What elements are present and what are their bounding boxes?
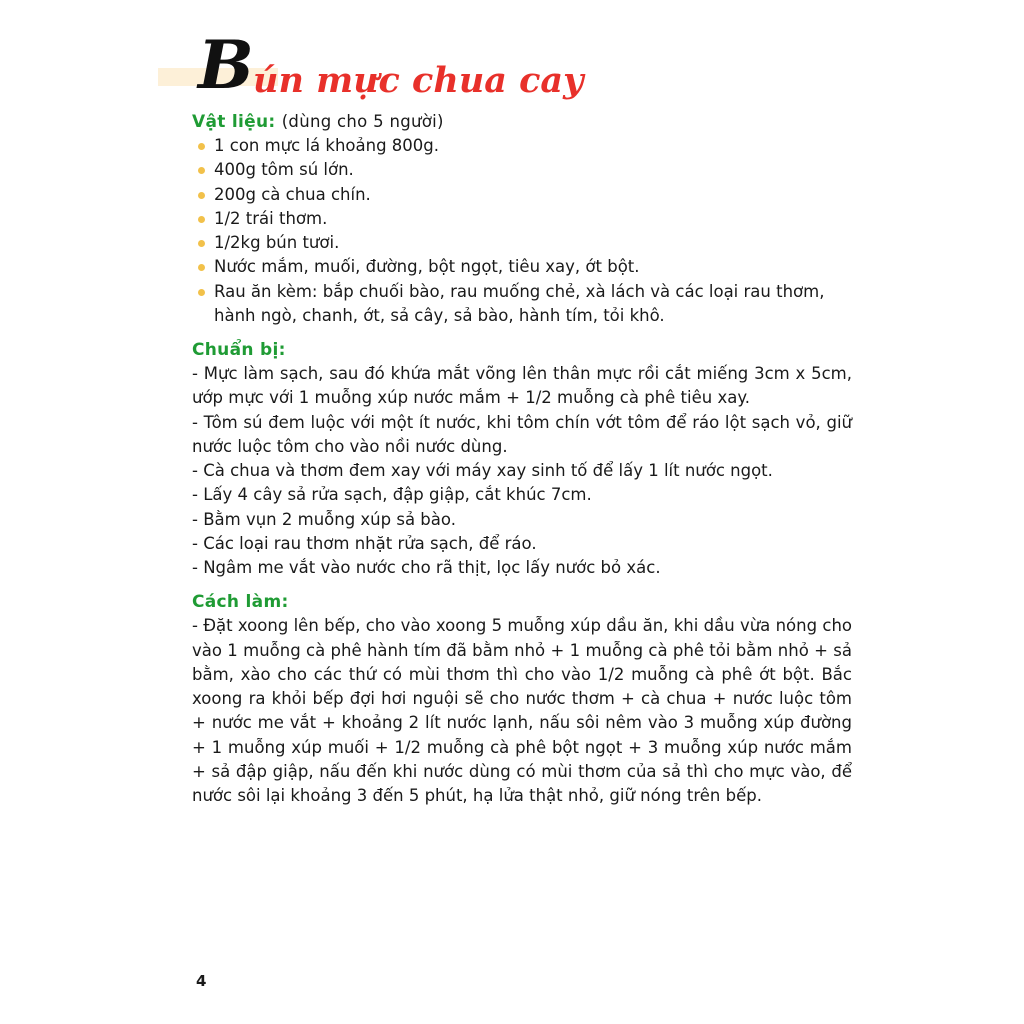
list-item: Nước mắm, muối, đường, bột ngọt, tiêu xay, ớt bột. <box>192 255 852 279</box>
preparation-step: - Bằm vụn 2 muỗng xúp sả bào. <box>192 509 456 529</box>
title-text: ún mực chua cay <box>253 60 584 101</box>
preparation-step: - Cà chua và thơm đem xay với máy xay sinh tố để lấy 1 lít nước ngọt. <box>192 461 773 480</box>
list-item: 1 con mực lá khoảng 800g. <box>192 134 852 158</box>
recipe-title <box>150 22 850 102</box>
preparation-step: - Các loại rau thơm nhặt rửa sạch, để ráo. <box>192 533 537 553</box>
ingredients-list <box>192 134 852 328</box>
title-drop-cap: B <box>198 26 254 104</box>
recipe-body <box>192 112 852 820</box>
ingredients-heading <box>192 112 852 132</box>
list-item: 1/2 trái thơm. <box>192 207 852 231</box>
list-item: 200g cà chua chín. <box>192 183 852 207</box>
list-item: Rau ăn kèm: bắp chuối bào, rau muống chẻ, xà lách và các loại rau thơm, hành ngò, chanh, ớt, sả cây, sả bào, hành tím, tỏi khô. <box>192 280 852 329</box>
ingredients-serving-note: (dùng cho 5 người) <box>281 112 444 131</box>
list-item: 1/2kg bún tươi. <box>192 231 852 255</box>
method-step: - Đặt xoong lên bếp, cho vào xoong 5 muỗng xúp dầu ăn, khi dầu vừa nóng cho vào 1 muỗng cà phê hành tím đã bằm nhỏ + 1 muỗng cà phê tỏi bằm nhỏ + sả bằm, xào cho các thứ có mùi thơm thì cho vào 1/2 muỗng cà phê ớt bột. Bắc xoong ra khỏi bếp đợi hơi nguội sẽ cho nước thơm + cà chua + nước luộc tôm + nước me vắt + khoảng 2 lít nước lạnh, nấu sôi nêm vào 3 muỗng xúp đường + 1 muỗng xúp muối + 1/2 muỗng cà phê bột ngọt + 3 muỗng xúp nước mắm + sả đập giập, nấu đến khi nước dùng có mùi thơm của sả thì cho mực vào, để nước sôi lại khoảng 3 đến 5 phút, hạ lửa thật nhỏ, giữ nóng trên bếp. <box>192 616 852 805</box>
preparation-step: - Mực làm sạch, sau đó khứa mắt võng lên thân mực rồi cắt miếng 3cm x 5cm, ướp mực với 1 muỗng xúp nước mắm + 1/2 muỗng cà phê tiêu xay. <box>192 364 852 408</box>
list-item: 400g tôm sú lớn. <box>192 158 852 182</box>
page-number: 4 <box>196 972 207 990</box>
preparation-heading: Chuẩn bị: <box>192 340 286 360</box>
method-heading: Cách làm: <box>192 592 289 613</box>
preparation-step: - Ngâm me vắt vào nước cho rã thịt, lọc lấy nước bỏ xác. <box>192 558 661 577</box>
ingredients-heading-label: Vật liệu: <box>192 112 276 132</box>
method-section <box>192 592 852 808</box>
preparation-step: - Lấy 4 cây sả rửa sạch, đập giập, cắt khúc 7cm. <box>192 485 592 505</box>
preparation-step: - Tôm sú đem luộc với một ít nước, khi tôm chín vớt tôm để ráo lột sạch vỏ, giữ nước luộc tôm cho vào nồi nước dùng. <box>192 412 852 456</box>
ingredients-section <box>192 112 852 328</box>
preparation-section <box>192 340 852 580</box>
